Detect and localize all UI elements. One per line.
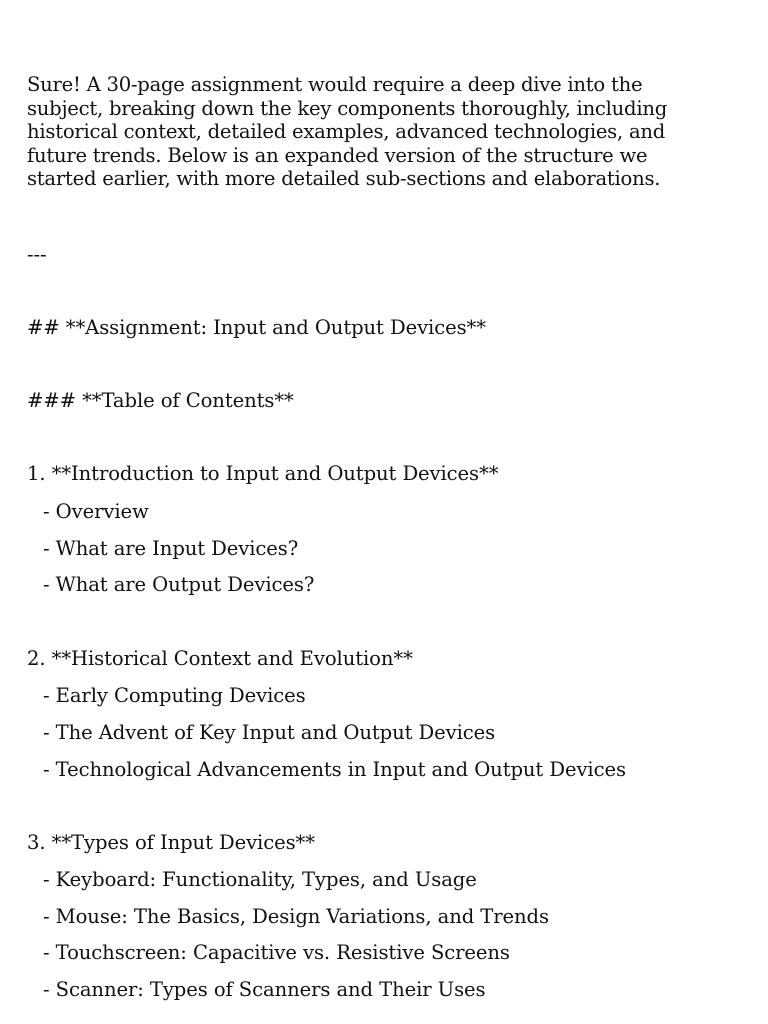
document-body (27, 73, 717, 1001)
list-item: - Early Computing Devices (43, 684, 306, 707)
list-item: - What are Output Devices? (43, 573, 315, 596)
horizontal-rule-marker: --- (27, 243, 47, 266)
list-item: - Scanner: Types of Scanners and Their Uses (43, 978, 486, 1001)
assignment-heading: ## **Assignment: Input and Output Devices** (27, 316, 486, 339)
section-title: 3. **Types of Input Devices** (27, 831, 315, 854)
list-item: - Overview (43, 500, 149, 523)
section-title: 2. **Historical Context and Evolution** (27, 647, 413, 670)
list-item: - The Advent of Key Input and Output Devices (43, 721, 496, 744)
list-item: - Keyboard: Functionality, Types, and Usage (43, 868, 477, 891)
list-item: - Technological Advancements in Input and Output Devices (43, 758, 626, 781)
toc-heading: ### **Table of Contents** (27, 389, 294, 412)
list-item: - Touchscreen: Capacitive vs. Resistive Screens (43, 941, 510, 964)
intro-paragraph: Sure! A 30-page assignment would require a deep dive into the subject, breaking down the key components thoroughly, including historical context, detailed examples, advanced technologies, and future trends. Below is an expanded version of the structure we started earlier, with more detailed sub-sections and elaborations. (27, 73, 668, 190)
section-title: 1. **Introduction to Input and Output Devices** (27, 462, 499, 485)
list-item: - What are Input Devices? (43, 537, 299, 560)
list-item: - Mouse: The Basics, Design Variations, and Trends (43, 905, 549, 928)
